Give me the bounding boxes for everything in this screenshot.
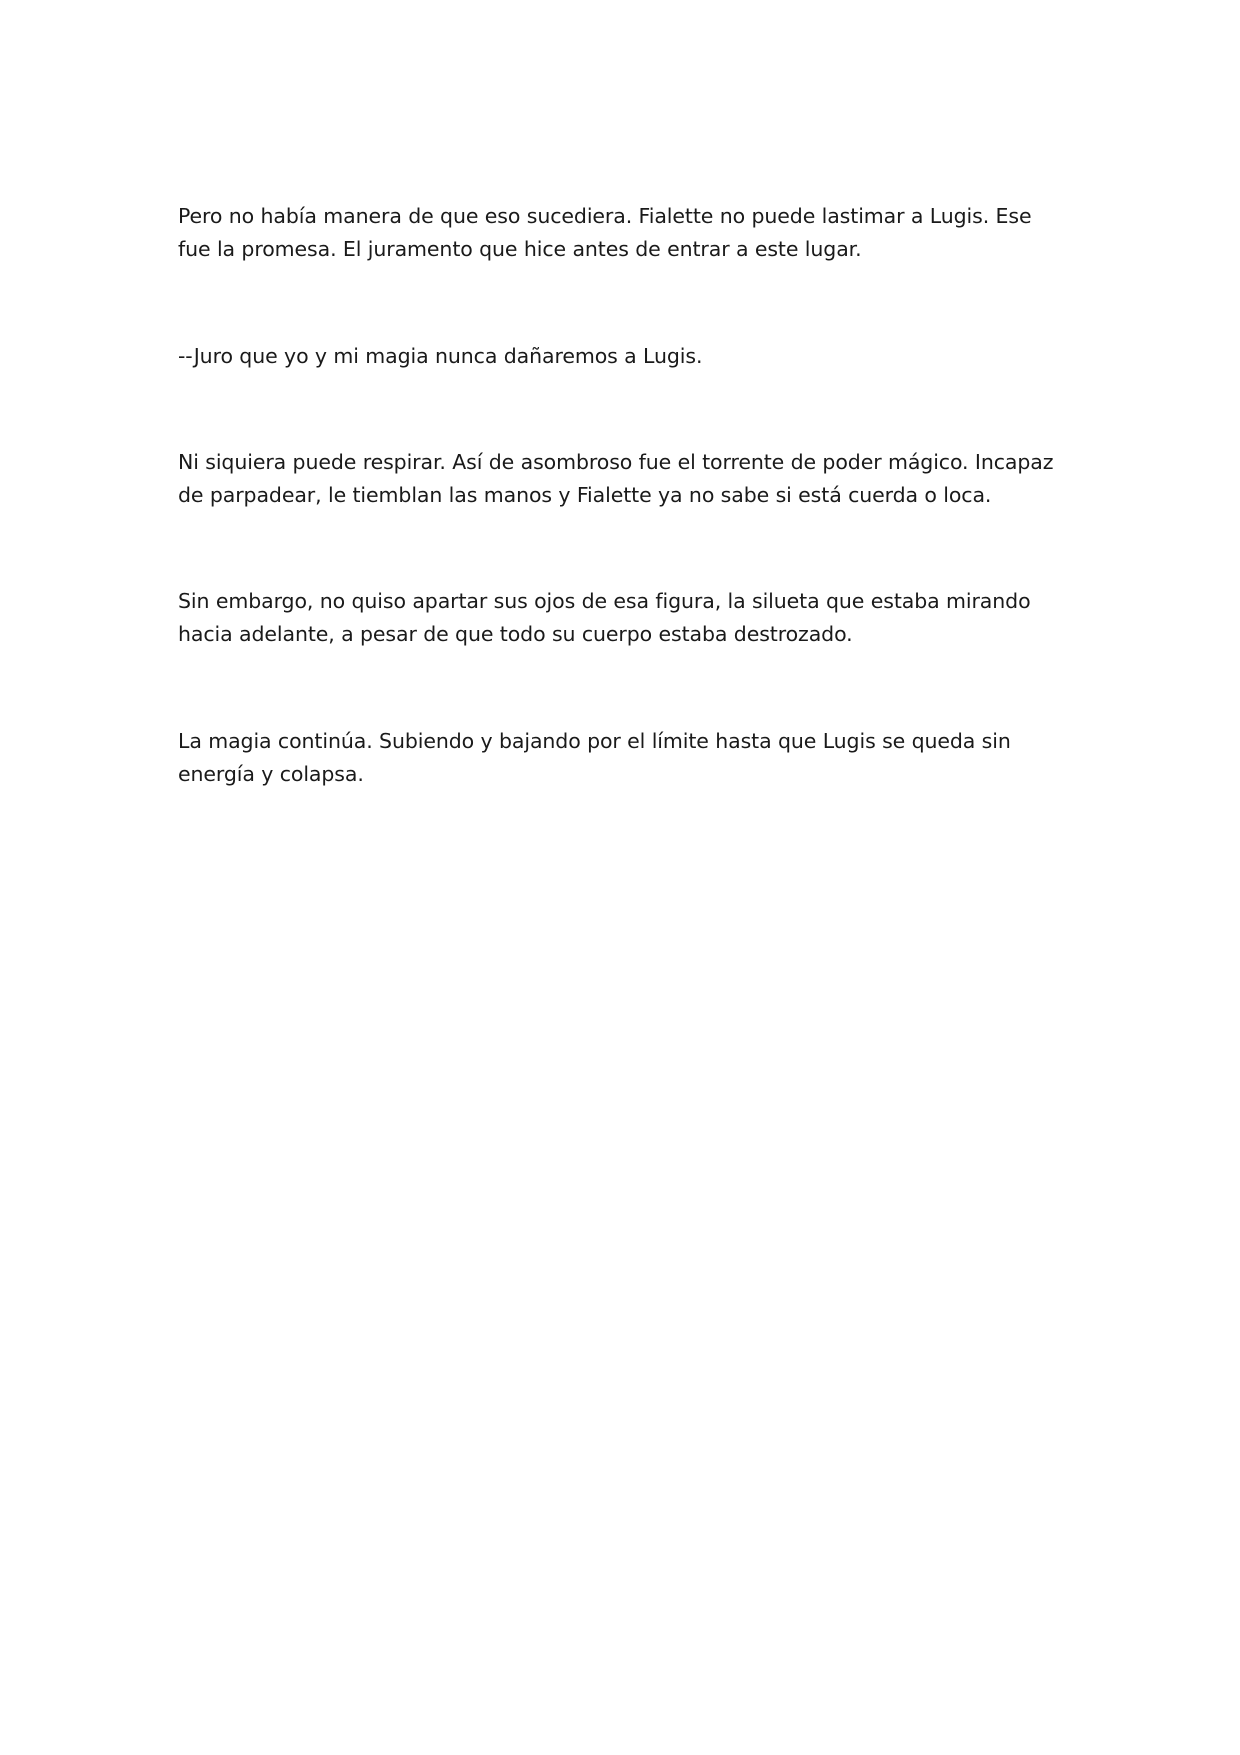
paragraph-promise: Pero no había manera de que eso sucediera. Fialette no puede lastimar a Lugis. Ese fue la promesa. El juramento que hice antes de entrar a este lugar. bbox=[178, 204, 1032, 261]
paragraph-collapse: La magia continúa. Subiendo y bajando por el límite hasta que Lugis se queda sin energía y colapsa. bbox=[178, 729, 1011, 786]
paragraph-breathless: Ni siquiera puede respirar. Así de asombroso fue el torrente de poder mágico. Incapaz de parpadear, le tiemblan las manos y Fialette ya no sabe si está cuerda o loca. bbox=[178, 450, 1054, 507]
paragraph-oath: --Juro que yo y mi magia nunca dañaremos a Lugis. bbox=[178, 344, 703, 368]
paragraph-silhouette: Sin embargo, no quiso apartar sus ojos de esa figura, la silueta que estaba mirando hacia adelante, a pesar de que todo su cuerpo estaba destrozado. bbox=[178, 589, 1031, 646]
